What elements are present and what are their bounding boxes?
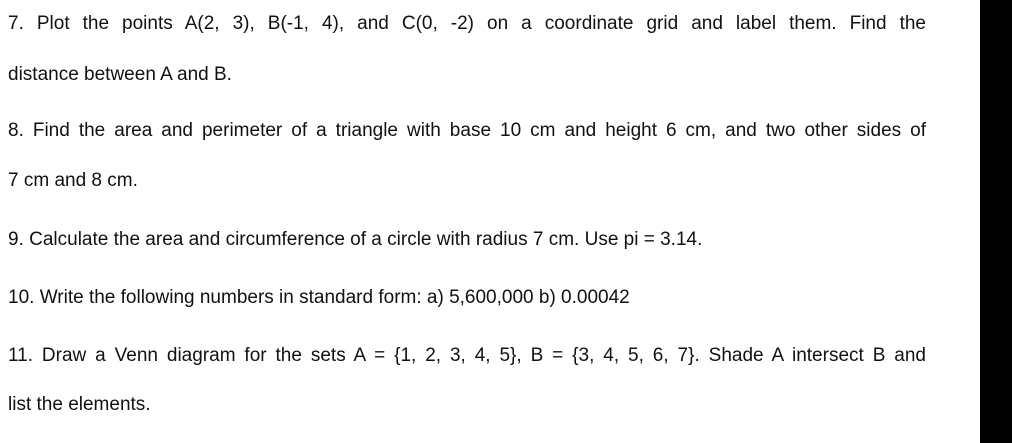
question-11-line-1: 11. Draw a Venn diagram for the sets A = {1, 2, 3, 4, 5}, B = {3, 4, 5, 6, 7}. Shade A intersect B and (8, 345, 926, 366)
question-8-line-1: 8. Find the area and perimeter of a triangle with base 10 cm and height 6 cm, and two other sides of (8, 120, 926, 141)
question-7-line-1: 7. Plot the points A(2, 3), B(-1, 4), and C(0, -2) on a coordinate grid and label them. Find the (8, 13, 926, 34)
question-9-line-1: 9. Calculate the area and circumference of a circle with radius 7 cm. Use pi = 3.14. (8, 229, 703, 250)
question-11-line-2: list the elements. (8, 394, 151, 415)
question-8-line-2: 7 cm and 8 cm. (8, 170, 138, 191)
question-7-line-2: distance between A and B. (8, 64, 232, 85)
question-10-line-1: 10. Write the following numbers in standard form: a) 5,600,000 b) 0.00042 (8, 287, 630, 308)
